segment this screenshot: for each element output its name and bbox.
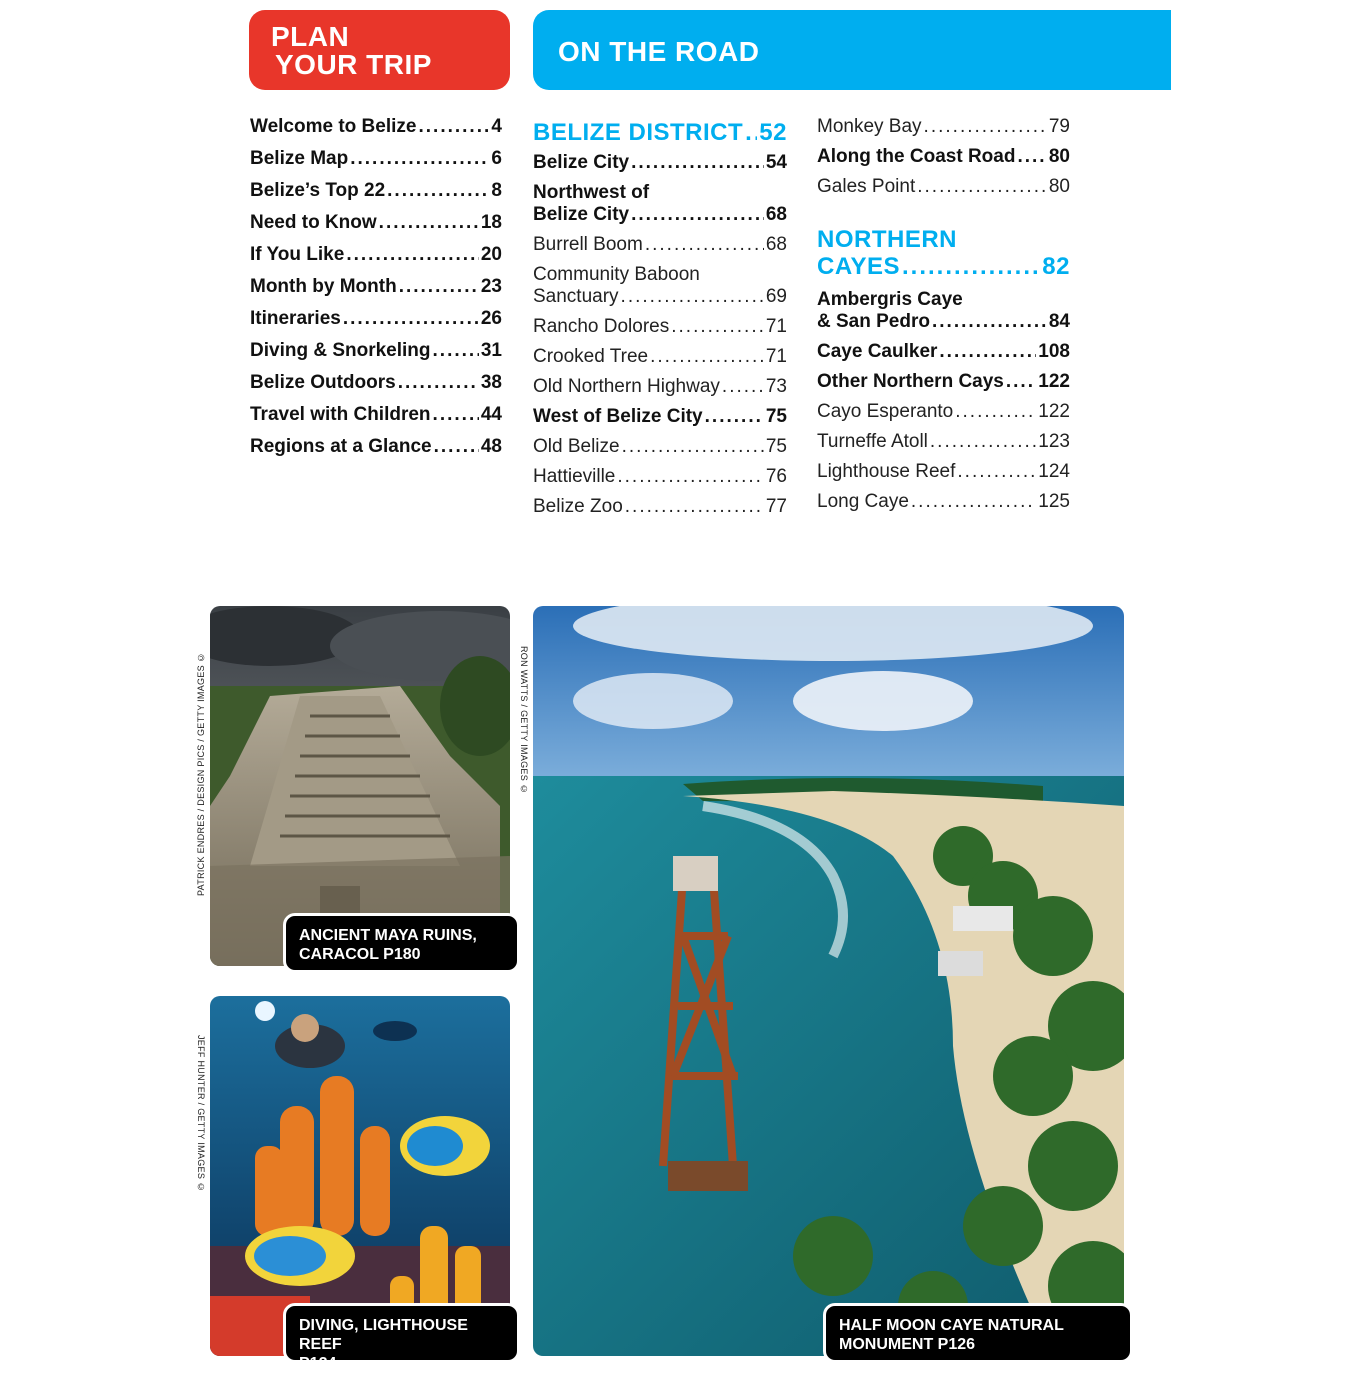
toc-item[interactable]: Diving & Snorkeling ..... 31 bbox=[250, 340, 502, 362]
toc-section-belize-district[interactable]: BELIZE DISTRICT ..... 52 bbox=[533, 116, 787, 146]
photo-credit-halfmoon: RON WATTS / GETTY IMAGES © bbox=[519, 646, 529, 795]
toc-item[interactable]: Welcome to Belize ..... 4 bbox=[250, 116, 502, 138]
toc-item[interactable]: Turneffe Atoll ..... 123 bbox=[817, 431, 1070, 453]
toc-item[interactable]: Long Caye ..... 125 bbox=[817, 491, 1070, 513]
toc-item[interactable]: Caye Caulker ..... 108 bbox=[817, 341, 1070, 363]
toc-item[interactable]: Other Northern Cays ..... 122 bbox=[817, 371, 1070, 393]
toc-item[interactable]: Need to Know ..... 18 bbox=[250, 212, 502, 234]
toc-item[interactable]: Crooked Tree ..... 71 bbox=[533, 346, 787, 368]
toc-item[interactable]: Rancho Dolores ..... 71 bbox=[533, 316, 787, 338]
toc-item[interactable]: Hattieville ..... 76 bbox=[533, 466, 787, 488]
toc-item[interactable]: Regions at a Glance ..... 48 bbox=[250, 436, 502, 458]
toc-item[interactable]: Month by Month ..... 23 bbox=[250, 276, 502, 298]
toc-item[interactable]: Lighthouse Reef ..... 124 bbox=[817, 461, 1070, 483]
toc-item[interactable]: Ambergris Caye & San Pedro ..... 84 bbox=[817, 289, 1070, 333]
photo-credit-diving: JEFF HUNTER / GETTY IMAGES © bbox=[196, 1035, 206, 1193]
toc-item[interactable]: Belize Zoo ..... 77 bbox=[533, 496, 787, 518]
on-the-road-tab[interactable] bbox=[533, 10, 1171, 90]
on-the-road-list-2 bbox=[817, 116, 1070, 513]
photo-credit-ruins: PATRICK ENDRES / DESIGN PICS / GETTY IMAGES © bbox=[196, 651, 206, 896]
photo-half-moon-caye bbox=[533, 606, 1124, 1356]
photo-diving bbox=[210, 996, 510, 1356]
toc-item[interactable]: Community Baboon Sanctuary ..... 69 bbox=[533, 264, 787, 308]
toc-item[interactable]: Burrell Boom ..... 68 bbox=[533, 234, 787, 256]
on-the-road-list-1 bbox=[533, 116, 787, 518]
toc-item[interactable]: Belize’s Top 22 ..... 8 bbox=[250, 180, 502, 202]
caption-diving: DIVING, LIGHTHOUSE REEF P124 bbox=[283, 1303, 520, 1363]
toc-item[interactable]: Belize Outdoors ..... 38 bbox=[250, 372, 502, 394]
road-tab-label: ON THE ROAD bbox=[558, 36, 760, 67]
plan-tab-line1: PLAN bbox=[271, 21, 350, 52]
toc-item[interactable]: Gales Point ..... 80 bbox=[817, 176, 1070, 198]
toc-item[interactable]: Belize City ..... 54 bbox=[533, 152, 787, 174]
toc-item[interactable]: Travel with Children ..... 44 bbox=[250, 404, 502, 426]
toc-item[interactable]: Old Northern Highway ..... 73 bbox=[533, 376, 787, 398]
toc-section-northern-cayes[interactable]: NORTHERN CAYES ..... 82 bbox=[817, 226, 1070, 280]
caption-half-moon-caye: HALF MOON CAYE NATURAL MONUMENT P126 bbox=[823, 1303, 1133, 1363]
toc-item[interactable]: Along the Coast Road ..... 80 bbox=[817, 146, 1070, 168]
plan-your-trip-tab[interactable] bbox=[249, 10, 510, 90]
toc-item[interactable]: If You Like ..... 20 bbox=[250, 244, 502, 266]
toc-item[interactable]: Monkey Bay ..... 79 bbox=[817, 116, 1070, 138]
plan-your-trip-list bbox=[250, 116, 502, 458]
toc-item[interactable]: Old Belize ..... 75 bbox=[533, 436, 787, 458]
caption-maya-ruins: ANCIENT MAYA RUINS, CARACOL P180 bbox=[283, 913, 520, 973]
photo-maya-ruins bbox=[210, 606, 510, 966]
plan-tab-line2: YOUR TRIP bbox=[275, 49, 432, 80]
toc-item[interactable]: Itineraries ..... 26 bbox=[250, 308, 502, 330]
toc-item[interactable]: Northwest of Belize City ..... 68 bbox=[533, 182, 787, 226]
toc-item[interactable]: Cayo Esperanto ..... 122 bbox=[817, 401, 1070, 423]
toc-item[interactable]: West of Belize City ..... 75 bbox=[533, 406, 787, 428]
toc-item[interactable]: Belize Map ..... 6 bbox=[250, 148, 502, 170]
